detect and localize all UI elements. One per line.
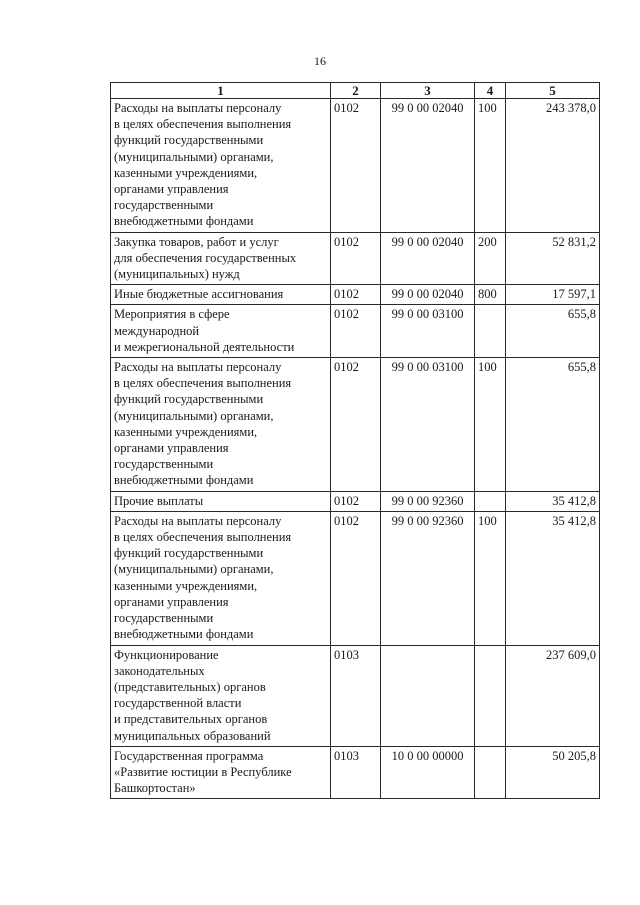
row-expense-type: 800 [475, 285, 506, 305]
row-section-code: 0102 [331, 511, 381, 645]
header-col-1: 1 [111, 83, 331, 99]
row-name: Функционирование законодательных (представительных) органов государственной власти и представительных органов муниципальных образований [111, 645, 331, 746]
table-row [111, 232, 600, 285]
row-expense-type [475, 491, 506, 511]
row-amount: 35 412,8 [506, 511, 600, 645]
row-name: Закупка товаров, работ и услуг для обеспечения государственных (муниципальных) нужд [111, 232, 331, 285]
row-target-article: 99 0 00 02040 [381, 99, 475, 233]
row-expense-type: 200 [475, 232, 506, 285]
table-row [111, 305, 600, 358]
table-row [111, 358, 600, 492]
header-col-3: 3 [381, 83, 475, 99]
row-section-code: 0103 [331, 746, 381, 799]
row-target-article: 99 0 00 92360 [381, 491, 475, 511]
row-amount: 50 205,8 [506, 746, 600, 799]
budget-table [110, 82, 600, 799]
row-section-code: 0102 [331, 491, 381, 511]
row-amount: 17 597,1 [506, 285, 600, 305]
row-amount: 655,8 [506, 305, 600, 358]
table-row [111, 511, 600, 645]
table-row [111, 746, 600, 799]
header-col-4: 4 [475, 83, 506, 99]
row-target-article: 99 0 00 03100 [381, 358, 475, 492]
table-row [111, 645, 600, 746]
row-name: Государственная программа «Развитие юстиции в Республике Башкортостан» [111, 746, 331, 799]
row-amount: 237 609,0 [506, 645, 600, 746]
row-section-code: 0102 [331, 358, 381, 492]
row-amount: 243 378,0 [506, 99, 600, 233]
header-col-2: 2 [331, 83, 381, 99]
table-row [111, 285, 600, 305]
row-expense-type: 100 [475, 511, 506, 645]
row-expense-type: 100 [475, 99, 506, 233]
row-amount: 52 831,2 [506, 232, 600, 285]
row-target-article: 99 0 00 02040 [381, 285, 475, 305]
page-number: 16 [314, 54, 326, 68]
row-expense-type: 100 [475, 358, 506, 492]
row-section-code: 0102 [331, 232, 381, 285]
header-row [111, 83, 600, 99]
row-name: Иные бюджетные ассигнования [111, 285, 331, 305]
row-target-article [381, 645, 475, 746]
row-amount: 655,8 [506, 358, 600, 492]
row-expense-type [475, 305, 506, 358]
row-name: Прочие выплаты [111, 491, 331, 511]
row-section-code: 0102 [331, 305, 381, 358]
row-name: Расходы на выплаты персоналу в целях обеспечения выполнения функций государственными (муниципальными) органами, казенными учреждениями, органами управления государственными внебюджетными фондами [111, 99, 331, 233]
header-col-5: 5 [506, 83, 600, 99]
row-section-code: 0103 [331, 645, 381, 746]
row-section-code: 0102 [331, 285, 381, 305]
row-expense-type [475, 645, 506, 746]
table-row [111, 491, 600, 511]
row-name: Расходы на выплаты персоналу в целях обеспечения выполнения функций государственными (муниципальными) органами, казенными учреждениями, органами управления государственными внебюджетными фондами [111, 358, 331, 492]
row-amount: 35 412,8 [506, 491, 600, 511]
row-target-article: 99 0 00 02040 [381, 232, 475, 285]
row-target-article: 99 0 00 03100 [381, 305, 475, 358]
row-target-article: 10 0 00 00000 [381, 746, 475, 799]
row-name: Мероприятия в сфере международной и межрегиональной деятельности [111, 305, 331, 358]
row-section-code: 0102 [331, 99, 381, 233]
row-target-article: 99 0 00 92360 [381, 511, 475, 645]
row-name: Расходы на выплаты персоналу в целях обеспечения выполнения функций государственными (муниципальными) органами, казенными учреждениями, органами управления государственными внебюджетными фондами [111, 511, 331, 645]
row-expense-type [475, 746, 506, 799]
table-row [111, 99, 600, 233]
